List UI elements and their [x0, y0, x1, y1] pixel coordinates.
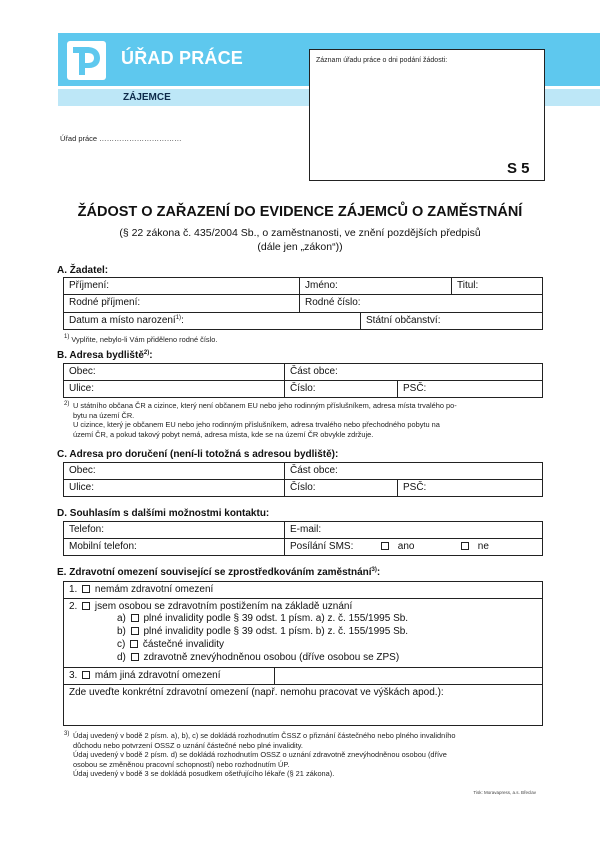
sub-letter: d): [117, 652, 126, 663]
form-subtitle-line2: (dále jen „zákon“)): [257, 241, 343, 253]
footnote-1: [64, 333, 217, 345]
footnote-2-line2: bytu na území ČR.: [73, 410, 135, 420]
sms-label: Posílání SMS:: [290, 541, 354, 552]
mobile-label: Mobilní telefon:: [69, 541, 137, 552]
disability-sub-b: [117, 626, 408, 637]
number-label: Číslo:: [290, 482, 316, 493]
option-number: 1.: [69, 584, 78, 595]
health-option-2: [69, 601, 352, 612]
residence-street-field[interactable]: [64, 381, 284, 398]
birth-date-place-field[interactable]: [64, 313, 360, 330]
urad-prace-logo-icon: [63, 37, 110, 84]
email-label: E-mail:: [290, 524, 322, 535]
first-name-field[interactable]: [299, 278, 451, 294]
street-label: Ulice:: [69, 482, 95, 493]
disability-sub-a-checkbox[interactable]: [131, 614, 139, 622]
citizenship-label: Státní občanství:: [366, 315, 441, 326]
footnote-3-line3: Údaj uvedený v bodě 2 písm. d) se dokládá rozhodnutím OSSZ o uznání zdravotně znevýhodněnou osobou (dříve: [73, 750, 447, 760]
sms-field: [284, 539, 542, 556]
delivery-zip-field[interactable]: [397, 480, 542, 497]
sub-label: zdravotně znevýhodněnou osobou (dříve osobou se ZPS): [143, 652, 400, 663]
footnote-1-mark: 1): [64, 334, 70, 340]
brand-title: ÚŘAD PRÁCE: [121, 48, 244, 68]
other-limitation-checkbox[interactable]: [82, 671, 90, 679]
health-details-field[interactable]: [64, 685, 542, 726]
sms-yes-label: ano: [397, 541, 415, 552]
footnote-2: [64, 401, 548, 439]
birth-surname-field[interactable]: [64, 295, 299, 312]
section-a-table: [63, 277, 543, 330]
header-subtitle: ZÁJEMCE: [123, 92, 171, 103]
footnote-2-line3: U cizince, který je občanem EU nebo jeho rodinným příslušníkem, adresa trvalého nebo přechodného pobytu na: [73, 420, 440, 430]
mobile-field[interactable]: [64, 539, 284, 556]
health-option-3: [64, 668, 274, 684]
disability-checkbox[interactable]: [82, 602, 90, 610]
title-label: Titul:: [457, 280, 479, 291]
stamp-label: Záznam úřadu práce o dni podání žádosti:: [316, 57, 448, 64]
footnote-3-line1: Údaj uvedený v bodě 2 písm. a), b), c) se dokládá rozhodnutím ČSSZ o přiznání částečného nebo plného invalidního: [73, 731, 456, 740]
footnote-ref-2: 2): [143, 350, 150, 356]
footnote-3: [64, 731, 548, 779]
health-option-1: [64, 582, 542, 598]
sms-no-label: ne: [477, 541, 489, 552]
citizenship-field[interactable]: [360, 313, 542, 330]
birth-surname-label: Rodné příjmení:: [69, 297, 141, 308]
delivery-number-field[interactable]: [284, 480, 397, 497]
residence-number-field[interactable]: [284, 381, 397, 398]
office-field[interactable]: Úřad práce ……………………………: [60, 134, 182, 143]
disability-sub-c: [117, 639, 224, 650]
delivery-district-field[interactable]: [284, 463, 542, 479]
surname-label: Příjmení:: [69, 280, 110, 291]
footnote-2-mark: 2): [64, 401, 70, 407]
phone-field[interactable]: [64, 522, 284, 538]
disability-label: jsem osobou se zdravotním postižením na základě uznání: [94, 601, 353, 612]
sub-letter: c): [117, 639, 126, 650]
footnote-3-mark: 3): [64, 731, 70, 737]
form-subtitle-line1: (§ 22 zákona č. 435/2004 Sb., o zaměstnanosti, ve znění pozdějších předpisů: [119, 227, 481, 239]
section-e-table: [63, 581, 543, 726]
sub-label: částečné invalidity: [142, 639, 225, 650]
number-label: Číslo:: [290, 383, 316, 394]
printer-credit: Tisk: Moravapress, a.s. Břeclav: [473, 790, 536, 795]
colon: :: [376, 567, 381, 578]
form-code: S 5: [507, 160, 530, 177]
street-label: Ulice:: [69, 383, 95, 394]
section-c-heading: C. Adresa pro doručení (není-li totožná s adresou bydliště):: [57, 449, 339, 460]
birth-number-label: Rodné číslo:: [305, 297, 361, 308]
footnote-1-text: Vyplňte, nebylo-li Vám přiděleno rodné číslo.: [71, 335, 218, 344]
sub-label: plné invalidity podle § 39 odst. 1 písm. a) z. č. 155/1995 Sb.: [143, 613, 409, 624]
sms-no-checkbox[interactable]: [461, 542, 469, 550]
disability-sub-d-checkbox[interactable]: [131, 653, 139, 661]
zip-label: PSČ:: [403, 383, 427, 394]
district-label: Část obce:: [290, 465, 338, 476]
no-limitation-checkbox[interactable]: [82, 585, 90, 593]
first-name-label: Jméno:: [305, 280, 338, 291]
section-a-heading: A. Žadatel:: [57, 265, 109, 276]
phone-label: Telefon:: [69, 524, 105, 535]
sub-label: plné invalidity podle § 39 odst. 1 písm. b) z. č. 155/1995 Sb.: [143, 626, 409, 637]
residence-municipality-field[interactable]: [64, 364, 284, 380]
municipality-label: Obec:: [69, 465, 96, 476]
municipality-label: Obec:: [69, 366, 96, 377]
footnote-3-line2: důchodu nebo potvrzení OSSZ o uznání částečné nebo plné invalidity.: [73, 740, 303, 750]
section-b-table: [63, 363, 543, 398]
footnote-2-line1: U státního občana ČR a cizince, který není občanem EU nebo jeho rodinným příslušníkem, adresa místa trvalého po-: [73, 401, 457, 410]
surname-field[interactable]: [64, 278, 299, 294]
section-b-heading-text: B. Adresa bydliště: [57, 350, 144, 361]
disability-sub-c-checkbox[interactable]: [130, 640, 138, 648]
district-label: Část obce:: [290, 366, 338, 377]
colon: :: [149, 350, 153, 361]
section-d-table: [63, 521, 543, 556]
footnote-ref-3: 3): [371, 567, 377, 573]
delivery-street-field[interactable]: [64, 480, 284, 497]
section-b-heading: [57, 350, 153, 361]
sub-letter: a): [117, 613, 126, 624]
colon: :: [181, 315, 184, 326]
disability-sub-d: [117, 652, 399, 663]
section-c-table: [63, 462, 543, 497]
cell-divider: [274, 668, 275, 684]
email-field[interactable]: [284, 522, 542, 538]
delivery-municipality-field[interactable]: [64, 463, 284, 479]
footnote-ref-1: 1): [175, 315, 182, 321]
other-limitation-label: mám jiná zdravotní omezení: [94, 670, 221, 681]
section-e-heading-text: E. Zdravotní omezení související se zprostředkováním zaměstnání: [57, 567, 372, 578]
form-title: ŽÁDOST O ZAŘAZENÍ DO EVIDENCE ZÁJEMCŮ O ZAMĚSTNÁNÍ: [77, 204, 523, 220]
section-e-heading: [57, 567, 380, 578]
footnote-3-line5: Údaj uvedený v bodě 3 se dokládá posudkem ošetřujícího lékaře (§ 21 zákona).: [73, 769, 335, 779]
sms-yes-checkbox[interactable]: [381, 542, 389, 550]
no-limitation-label: nemám zdravotní omezení: [94, 584, 214, 595]
birth-number-field[interactable]: [299, 295, 542, 312]
residence-district-field[interactable]: [284, 364, 542, 380]
birth-date-place-label: Datum a místo narození: [69, 315, 176, 326]
zip-label: PSČ:: [403, 482, 427, 493]
footnote-3-line4: osobou se změněnou pracovní schopností) nebo rozhodnutím ÚP.: [73, 759, 290, 769]
disability-sub-a: [117, 613, 408, 624]
option-number: 3.: [69, 670, 78, 681]
section-d-heading: D. Souhlasím s dalšími možnostmi kontaktu:: [57, 508, 270, 519]
disability-sub-b-checkbox[interactable]: [131, 627, 139, 635]
option-number: 2.: [69, 601, 78, 612]
footnote-2-line4: území ČR, a pokud takový pobyt nemá, adresa místa, kde se na území ČR obvykle zdržuje.: [73, 429, 374, 439]
health-details-label: Zde uveďte konkrétní zdravotní omezení (např. nemohu pracovat ve výškách apod.):: [69, 687, 444, 698]
residence-zip-field[interactable]: [397, 381, 542, 398]
sub-letter: b): [117, 626, 126, 637]
title-field[interactable]: [451, 278, 542, 294]
